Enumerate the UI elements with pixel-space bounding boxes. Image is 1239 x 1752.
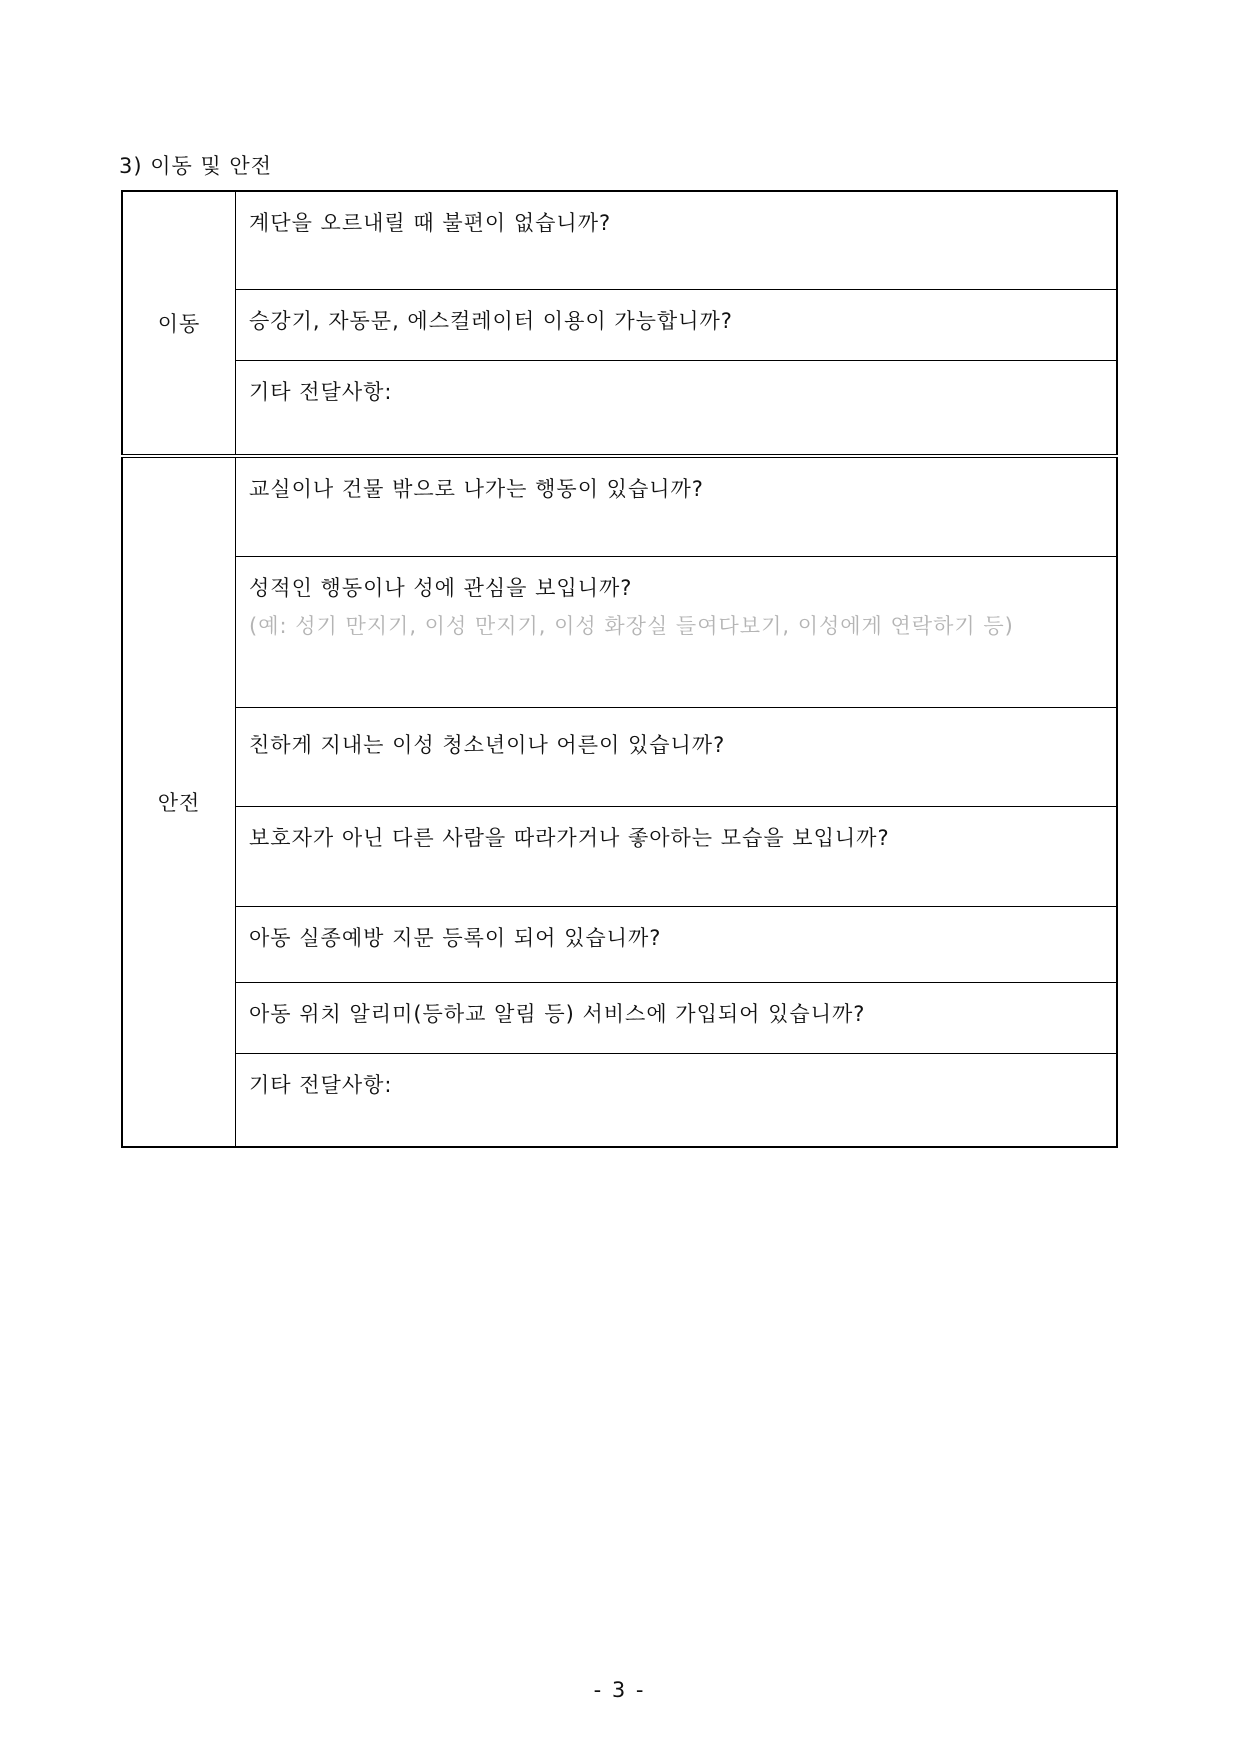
table-row xyxy=(122,806,1117,906)
table-row xyxy=(122,707,1117,806)
category-safety: 안전 xyxy=(122,456,236,1147)
question-cell: 승강기, 자동문, 에스컬레이터 이용이 가능합니까? xyxy=(236,289,1118,360)
question-cell: 친하게 지내는 이성 청소년이나 어른이 있습니까? xyxy=(236,707,1118,806)
category-movement: 이동 xyxy=(122,191,236,456)
question-cell: 기타 전달사항: xyxy=(236,1053,1118,1147)
table-row xyxy=(122,456,1117,556)
table-row xyxy=(122,360,1117,456)
table-row xyxy=(122,556,1117,707)
question-cell: 기타 전달사항: xyxy=(236,360,1118,456)
question-cell: 보호자가 아닌 다른 사람을 따라가거나 좋아하는 모습을 보입니까? xyxy=(236,806,1118,906)
question-text: 성적인 행동이나 성에 관심을 보입니까? xyxy=(249,575,633,600)
table-row xyxy=(122,1053,1117,1147)
question-cell: 아동 실종예방 지문 등록이 되어 있습니까? xyxy=(236,906,1118,982)
table-row xyxy=(122,982,1117,1053)
page-number: - 3 - xyxy=(593,1678,646,1702)
table-row xyxy=(122,289,1117,360)
question-cell-with-note xyxy=(236,556,1118,707)
question-cell: 아동 위치 알리미(등하교 알림 등) 서비스에 가입되어 있습니까? xyxy=(236,982,1118,1053)
section-title: 3) 이동 및 안전 xyxy=(119,154,273,178)
question-cell: 교실이나 건물 밖으로 나가는 행동이 있습니까? xyxy=(236,456,1118,556)
table-row xyxy=(122,191,1117,289)
table-row xyxy=(122,906,1117,982)
question-cell: 계단을 오르내릴 때 불편이 없습니까? xyxy=(236,191,1118,289)
example-note: (예: 성기 만지기, 이성 만지기, 이성 화장실 들여다보기, 이성에게 연락하기 등) xyxy=(249,613,1014,638)
checklist-table xyxy=(121,190,1118,1148)
